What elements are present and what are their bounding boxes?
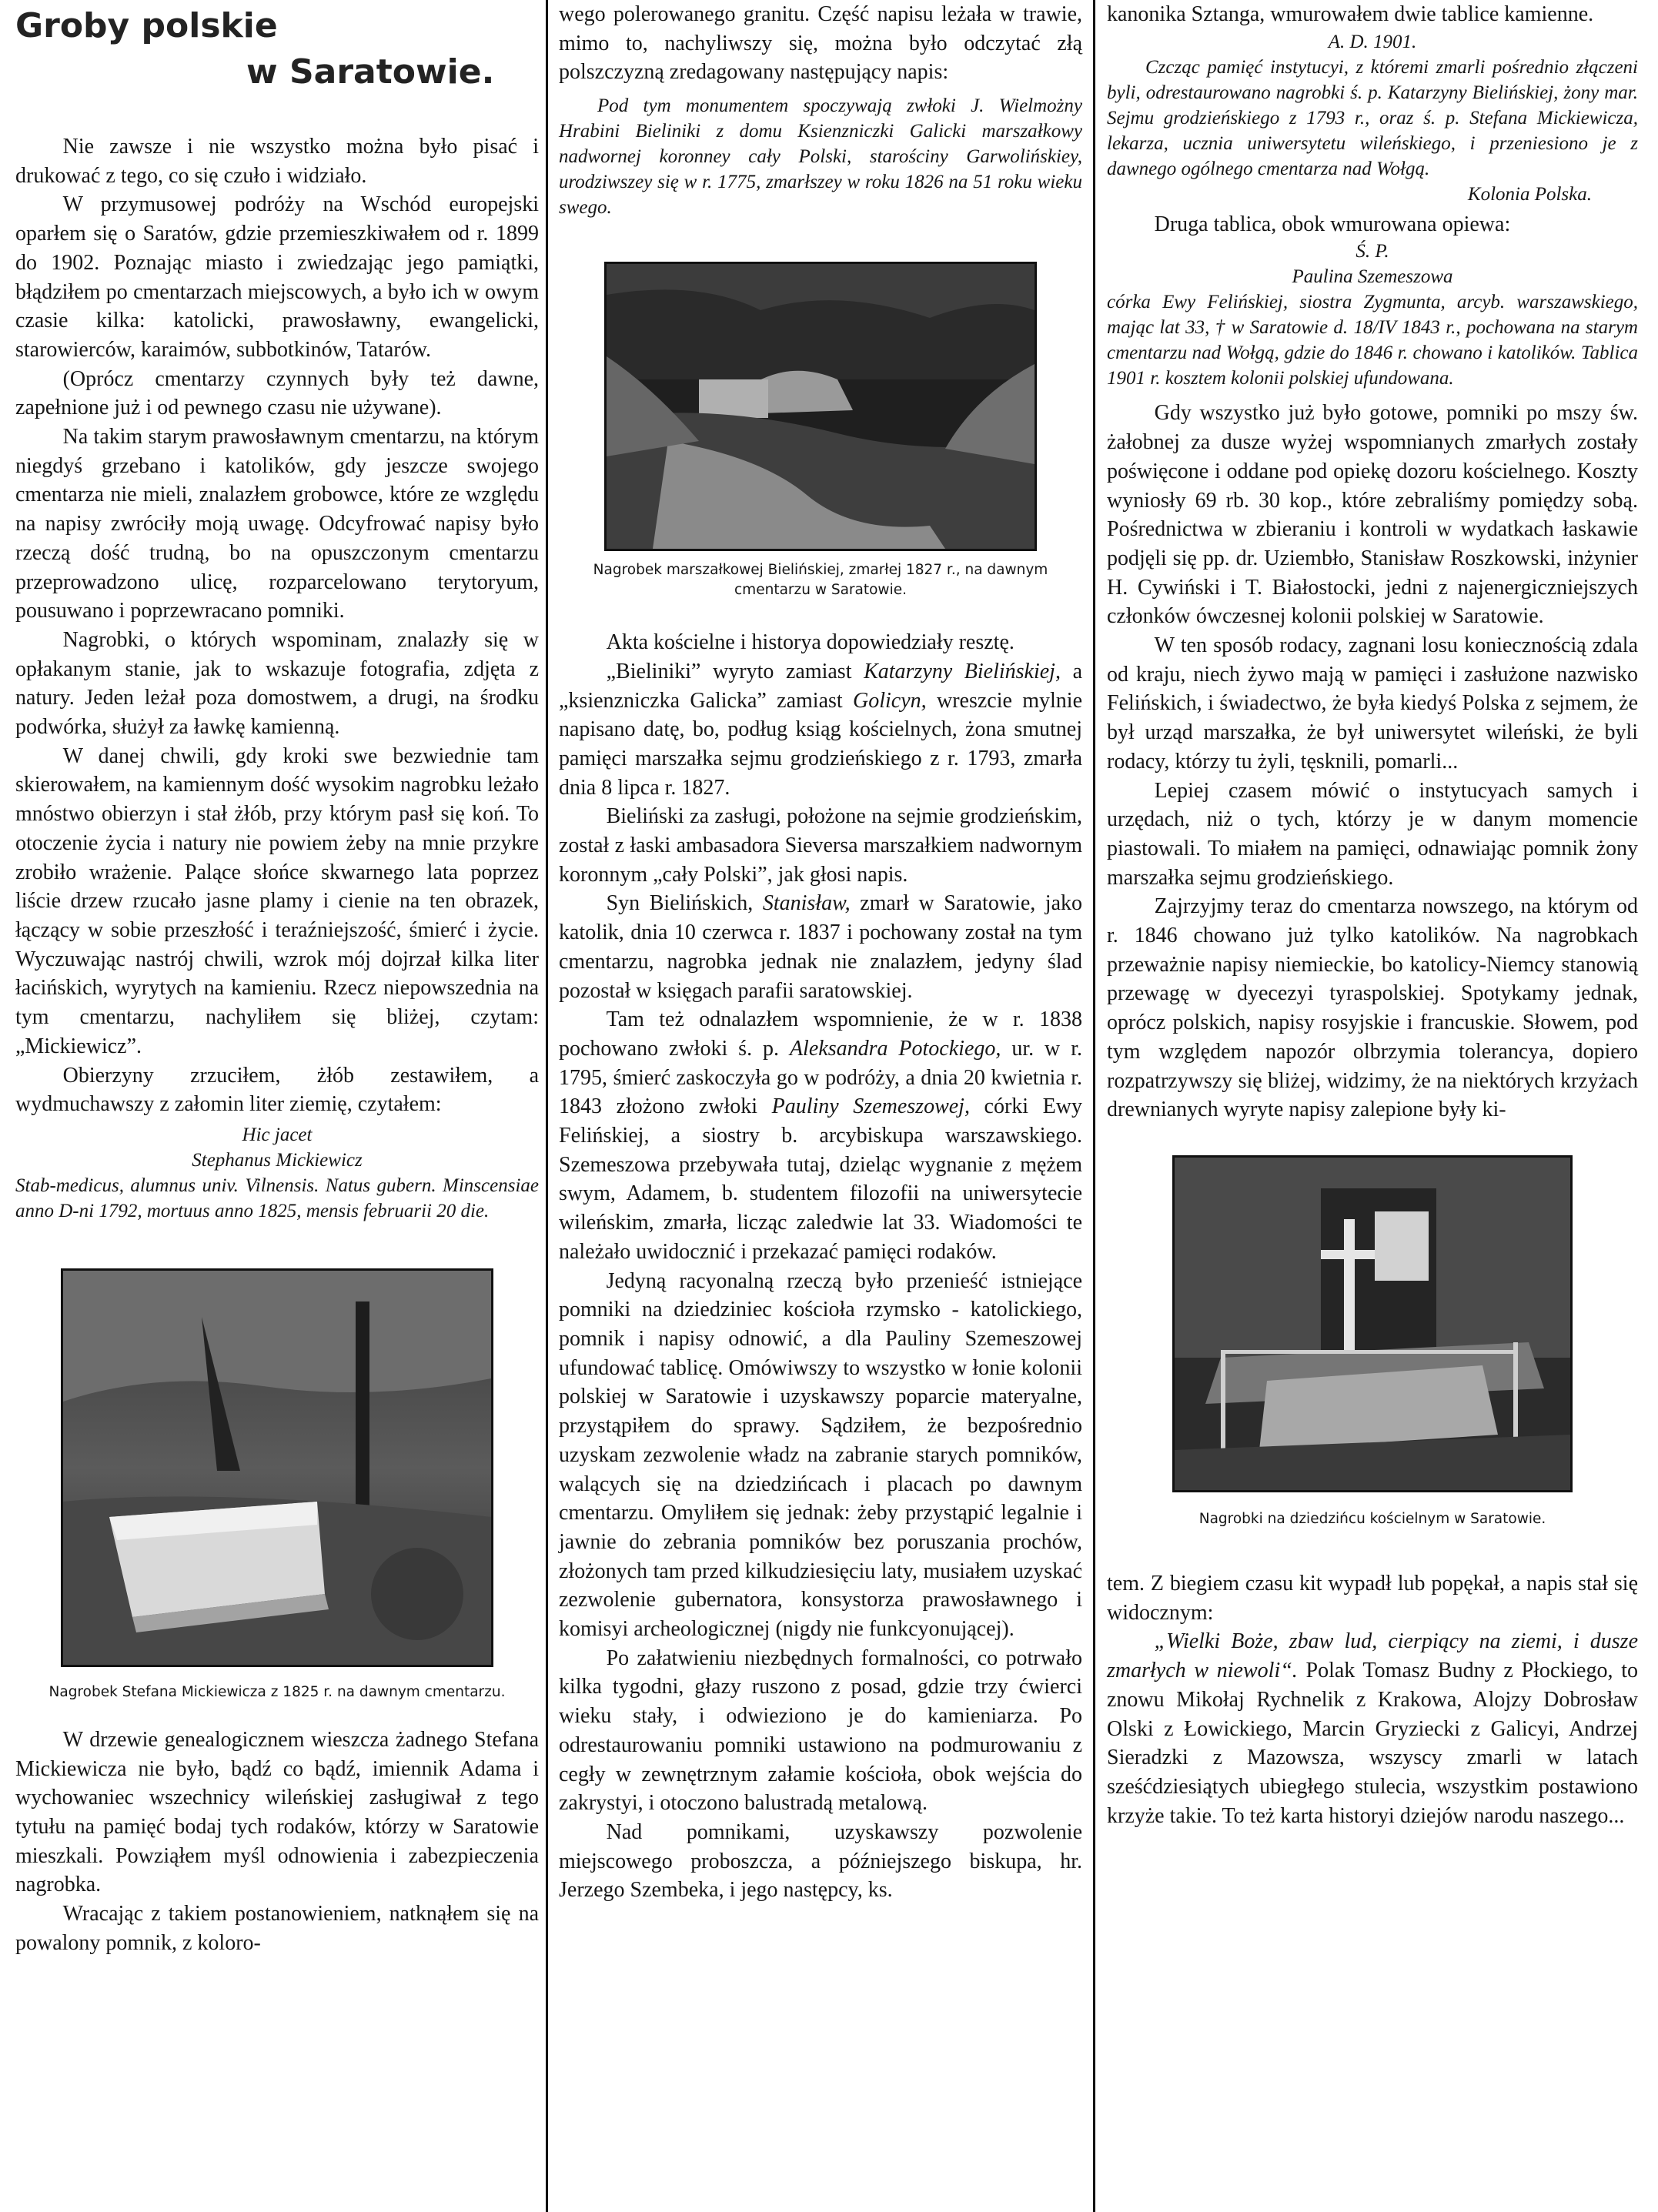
photo-churchyard-graves: [1172, 1155, 1573, 1492]
text-run: Tam też odnalazłem wspomnienie, że w r. 1838 pochowano zwłoki ś. p.: [559, 1007, 1082, 1061]
inscription-text: Stab-medicus, alumnus univ. Vilnensis. Natus gubern. Minscensiae anno D-ni 1792, mortuus anno 1825, mensis februarii 20 die.: [15, 1174, 539, 1221]
column-rule-left: [546, 0, 548, 2212]
text-run: Polak Tomasz Budny z Płockiego, to znowu Mikołaj Rychnelik z Krakowa, Alojzy Dobrosław Olski z Łowickiego, Marcin Gryziecki z Galicyi, Andrzej Sieradzki z Mazowsza, wszyscy zmarli w latach sześćdziesiątych ubiegłego stulecia, wszystkim postawiono krzyże takie. To też karta historyi dziejów narodu naszego...: [1107, 1659, 1638, 1828]
paragraph: [559, 889, 1082, 1005]
paragraph: kanonika Sztanga, wmurowałem dwie tablice kamienne.: [1107, 2, 1594, 26]
text-run: a „ksienzniczka Galicka” zamiast: [559, 659, 1082, 713]
quote-text: „Wielki Boże, zbaw lud, cierpiący na ziemi, i dusze zmarłych w niewoli“.: [1107, 1629, 1638, 1683]
column-2: [559, 0, 1082, 1905]
photo-bielinska-tomb: [604, 262, 1037, 551]
paragraph: W drzewie genealogicznem wieszcza żadnego Stefana Mickiewicza nie było, bądź co bądź, imiennik Adama i wychowaniec wszechnicy wileńskiej zasługiwał z tego tytułu na pamięć bodaj tych rodaków, którzy w Saratowie mieszkali. Powziąłem myśl odnowienia i zabezpieczenia nagrobka.: [15, 1727, 539, 1897]
inscription-line: Stephanus Mickiewicz: [192, 1149, 363, 1171]
photo-caption: Nagrobki na dziedzińcu kościelnym w Saratowie.: [1198, 1510, 1546, 1527]
paragraph: Nie zawsze i nie wszystko można było pisać i drukować z tego, co się czuło i widziało.: [15, 135, 539, 188]
photo-caption: Nagrobek marszałkowej Bielińskiej, zmarłej 1827 r., na dawnym cmentarzu w Saratowie.: [593, 562, 1048, 599]
article-title-line-2: w Saratowie.: [246, 52, 495, 92]
text-run-italic: Katarzyny Bielińskiej,: [864, 659, 1061, 683]
paragraph: [559, 657, 1082, 803]
paragraph: tem. Z biegiem czasu kit wypadł lub popękał, a napis stał się widocznym:: [1107, 1571, 1638, 1625]
tablet-text: Czcząc pamięć instytucyi, z któremi zmarli pośrednio złączeni byli, odrestaurowano nagrobki ś. p. Katarzyny Bielińskiej, żony mar. Sejmu grodzieńskiego z 1793 r., oraz ś. p. Stefana Mickiewicza, lekarza, ucznia uniwersytetu wileńskiego, i przeniesiono je z dawnego ogólnego cmentarza nad Wołgą.: [1107, 56, 1638, 179]
text-run-italic: Golicyn,: [853, 688, 927, 713]
text-run-italic: Pauliny Szemeszowej,: [771, 1094, 970, 1119]
text-run: zmarł w Saratowie, jako katolik, dnia 10 czerwca r. 1837 i pochowany został na tym cmentarzu, nagrobka jednak nie znalazłem, jedyny ślad pozostał w księgach parafii saratowskiej.: [559, 891, 1083, 1003]
tablet-name: Paulina Szemeszowa: [1292, 266, 1453, 288]
text-run-italic: Aleksandra Potockiego,: [789, 1036, 1001, 1061]
tablet-heading: A. D. 1901.: [1328, 31, 1417, 52]
inscription-text: Pod tym monumentem spoczywają zwłoki J. Wielmożny Hrabini Bieliniki z domu Ksienzniczki Galicki marszałkowy nadwornej koronney cały Polski, starościny Garwolińskiey, urodziwszey się w r. 1775, zmarłszey w roku 1826 na 51 roku wieku swego.: [559, 95, 1082, 219]
column-rule-right: [1093, 0, 1095, 2212]
paragraph: Gdy wszystko już było gotowe, pomniki po mszy św. żałobnej za dusze wyżej wspomnianych zmarłych zostały poświęcone i oddane pod opiekę dozoru kościelnego. Koszty wyniosły 69 rb. 30 kop., które zebraliśmy pomiędzy sobą. Pośrednictwa w zbieraniu i kontroli w wydatkach łaskawie podjęli się pp. dr. Uziembło, Stanisław Roszkowski, inżynier H. Cywiński i T. Białostocki, jedni z najenergiczniejszych członków ówczesnej kolonii polskiej w Saratowie.: [1107, 401, 1638, 629]
paragraph: Bieliński za zasługi, położone na sejmie grodzieńskim, został z łaski ambasadora Sieversa marszałkiem nadwornym koronnym „cały Polski”, jak głosi napis.: [559, 804, 1082, 887]
paragraph: [1107, 1627, 1638, 1830]
paragraph: Nad pomnikami, uzyskawszy pozwolenie miejscowego proboszcza, a późniejszego biskupa, hr. Jerzego Szembeka, i jego następcy, ks.: [559, 1819, 1082, 1903]
paragraph: Na takim starym prawosławnym cmentarzu, na którym niegdyś grzebano i katolików, gdy jeszcze swojego cmentarza nie mieli, znalazłem grobowce, które ze względu na napisy zwróciły moją uwagę. Odcyfrować napisy było rzeczą dość trudną, bo na opuszczonym cmentarzu przeprowadzono ulicę, rozparcelowano terytoryum, pousuwano i poprzewracano pomniki.: [15, 425, 539, 623]
text-run: Syn Bielińskich,: [606, 891, 763, 916]
paragraph: Lepiej czasem mówić o instytucyach samych i urzędach, niż o tych, którzy je w danym momencie piastowali. To miałem na pamięci, odnawiając pomnik żony marszałka sejmu grodzieńskiego.: [1107, 778, 1638, 890]
paragraph: W ten sposób rodacy, zagnani losu koniecznością zdala od kraju, niech żywo mają w pamięci i zasłużone nazwisko Felińskich, i świadectwo, że była kiedyś Polska z sejmem, że był urząd marszałka, że był uniwersytet wileński, że byli rodacy, którzy tu żyli, tęsknili, pomarli...: [1107, 633, 1638, 774]
column-1: [15, 0, 539, 1958]
paragraph: (Oprócz cmentarzy czynnych były też dawne, zapełnione już i od pewnego czasu nie używane).: [15, 366, 539, 420]
paragraph: Wracając z takiem postanowieniem, natknąłem się na powalony pomnik, z koloro-: [15, 1902, 539, 1955]
column-3: [1107, 0, 1638, 1830]
paragraph: Druga tablica, obok wmurowana opiewa:: [1154, 212, 1511, 236]
paragraph: wego polerowanego granitu. Część napisu leżała w trawie, mimo to, nachyliwszy się, można było odczytać złą polszczyzną zredagowany następujący napis:: [559, 2, 1082, 85]
paragraph: Nagrobki, o których wspominam, znalazły się w opłakanym stanie, jak to wskazuje fotografia, zdjęta z natury. Jeden leżał poza domostwem, a drugi, na środku podwórka, służył za ławkę kamienną.: [15, 627, 539, 740]
paragraph: Jedyną racyonalną rzeczą było przenieść istniejące pomniki na dziedziniec kościoła rzymsko - katolickiego, pomnik i napisy odnowić, a dla Pauliny Szemeszowej ufundować tablicę. Omówiwszy to wszystko w łonie kolonii polskiej w Saratowie i uzyskawszy poparcie materyalne, przystąpiłem do sprawy. Sądziłem, że bezpośrednio uzyskam zezwolenie władz na zabranie starych pomników, walących się na dziedzińcach i placach po dawnym cmentarzu. Omyliłem się jednak: żeby przystąpić legalnie i jawnie do zebrania pomników bez poruszania prochów, złożonych tam przed kilkudziesięciu laty, musiałem uzyskać zezwolenie gubernatora, konsystorza prawosławnego i komisyi archeologicznej (nigdy nie funkcyonującej).: [559, 1268, 1082, 1642]
paragraph: W przymusowej podróży na Wschód europejski oparłem się o Saratów, gdzie przemieszkiwałem od r. 1899 do 1902. Poznając miasto i zwiedzając jego pamiątki, błądziłem po cmentarzach miejscowych, a było ich w owym czasie kilka: katolicki, prawosławny, ewangelicki, starowierców, karaimów, subbotkinów, Tatarów.: [15, 192, 539, 362]
article-title-line-1: Groby polskie: [15, 6, 278, 45]
paragraph: Akta kościelne i historya dopowiedziały resztę.: [606, 630, 1015, 655]
tablet-heading: Ś. P.: [1355, 241, 1389, 262]
photo-caption: Nagrobek Stefana Mickiewicza z 1825 r. na dawnym cmentarzu.: [48, 1683, 506, 1700]
tablet-text: córka Ewy Felińskiej, siostra Zygmunta, arcyb. warszawskiego, mając lat 33, † w Saratowie d. 18/IV 1843 r., pochowana na starym cmentarzu nad Wołgą, gdzie do 1846 r. chowano i katolików. Tablica 1901 r. kosztem kolonii polskiej ufundowana.: [1107, 292, 1638, 389]
inscription-line: Hic jacet: [242, 1124, 313, 1145]
paragraph: Po załatwieniu niezbędnych formalności, co potrwało kilka tygodni, głazy ruszono z posad, gdzie trzy ćwierci wieku stały, i odwieziono je do kamieniarza. Po odrestaurowaniu pomniki ustawiono na podmurowaniu z cegły w zewnętrznym załamie kościoła, obok wejścia do zakrystyi, i otoczono balustradą metalową.: [559, 1646, 1082, 1816]
paragraph: Zajrzyjmy teraz do cmentarza nowszego, na którym od r. 1846 chowano już tylko katolików. Na nagrobkach przeważnie napisy niemieckie, bo katolicy-Niemcy stanowią przewagę w dyecezyi tyraspolskiej. Spotykamy jednak, oprócz polskich, napisy rosyjskie i francuskie. Słowem, pod tym względem napozór olbrzymia tolerancya, dopiero rozpatrzywszy się bliżej, widzimy, że na niektórych krzyżach drewnianych wyryte napisy zalepione były ki-: [1107, 894, 1638, 1122]
text-run-italic: Stanisław,: [762, 891, 851, 916]
text-run: „Bieliniki” wyryto zamiast: [606, 659, 864, 683]
tablet-signature: Kolonia Polska.: [1467, 183, 1592, 205]
column-1-paragraphs: [15, 132, 539, 1119]
text-run: wreszcie mylnie napisano datę, bo, podług ksiąg kościelnych, żona smutnej pamięci marszałka sejmu grodzieńskiego z r. 1793, zmarła dnia 8 lipca r. 1827.: [559, 688, 1083, 800]
paragraph: W danej chwili, gdy kroki swe bezwiednie tam skierowałem, na kamiennym dość wysokim nagrobku leżało mnóstwo obierzyn i stał żłób, przy którym pasł się koń. To otoczenie życia i natury nie powiem żeby na mnie przykre zrobiło wrażenie. Palące słońce skwarnego lata poprzez liście drzew rzucało jasne plamy i cienie na ten obrazek, łączący w sobie przeszłość i teraźniejszość, śmierć i życie. Wyczuwając nastrój chwili, wzrok mój dojrzał kilka liter łacińskich, wyrytych na kamieniu. Rzecz niepowszednia na tym cmentarzu, nachyliłem się bliżej, czytam: „Mickiewicz”.: [15, 743, 539, 1058]
text-run: ur. w r. 1795, śmierć zaskoczyła go w podróży, a dnia 20 kwietnia r. 1843 złożono zwłoki: [559, 1036, 1082, 1119]
text-run: córki Ewy Felińskiej, a siostry b. arcybiskupa warszawskiego. Szemeszowa przebywała tutaj, dzieląc wygnanie z mężem swym, Adamem, b. studentem filozofii na uniwersytecie wileńskim, zmarła, licząc zaledwie lat 33. Wiadomości te należało uwidocznić i przekazać pamięci rodaków.: [559, 1094, 1083, 1264]
photo-mickiewicz-tomb: [61, 1268, 493, 1667]
paragraph: [559, 1005, 1082, 1266]
paragraph: Obierzyny zrzuciłem, żłób zestawiłem, a wydmuchawszy z załomin liter ziemię, czytałem:: [15, 1063, 539, 1117]
